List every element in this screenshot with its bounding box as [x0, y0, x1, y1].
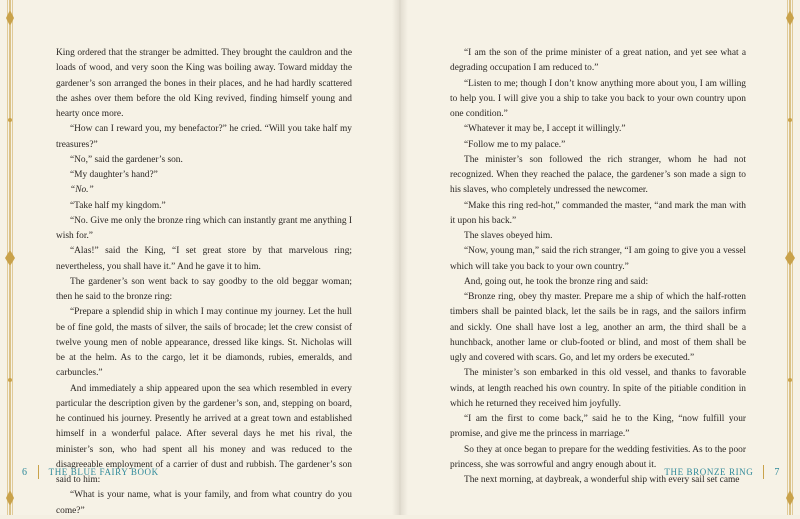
paragraph: And, going out, he took the bronze ring and said:: [464, 276, 649, 287]
left-page: [0, 0, 400, 515]
right-ornamental-border: [783, 0, 797, 515]
paragraph: The gardener’s son went back to say goodby to the old beggar woman; then he said to the bronze ring:: [56, 276, 352, 302]
paragraph: “No. Give me only the bronze ring which can instantly grant me anything I wish for.”: [56, 215, 352, 241]
paragraph: “How can I reward you, my benefactor?” he cried. “Will you take half my treasures?”: [56, 124, 352, 150]
paragraph: “No,” said the gardener’s son.: [70, 154, 183, 165]
paragraph: The next morning, at daybreak, a wonderful ship with every sail set came: [464, 475, 740, 485]
paragraph: “Whatever it may be, I accept it willingly.”: [464, 124, 626, 135]
paragraph: So they at once began to prepare for the wedding festivities. As to the poor princess, she was sorrowful and angry enough about it.: [450, 444, 746, 470]
left-ornamental-border: [3, 0, 17, 515]
page-number: 6: [22, 466, 28, 478]
running-title: THE BRONZE RING: [664, 467, 754, 477]
paragraph: The slaves obeyed him.: [464, 231, 553, 241]
footer-divider: [763, 465, 764, 479]
paragraph: “I am the first to come back,” said he to the King, “now fulfill your promise, and give me the princess in marriage.”: [450, 414, 746, 440]
page-number: 7: [774, 466, 780, 478]
paragraph: The minister’s son embarked in this old vessel, and thanks to favorable winds, at length reached his own country. In spite of the pitiable condition in which he returned they received him joyfully.: [450, 368, 746, 409]
right-page-text: [450, 46, 746, 488]
paragraph: “Bronze ring, obey thy master. Prepare me a ship of which the half-rotten timbers shall be painted black, let the sails be in rags, and the sailors infirm and sickly. One shall have lost a leg, another an arm, the third shall be a hunchback, another lame or club-footed or blind, and most of them shall be ugly and covered with scars. Go, and let my orders be executed.”: [450, 292, 746, 363]
paragraph: “Now, young man,” said the rich stranger, “I am going to give you a vessel which will take you back to your own country.”: [450, 246, 746, 272]
paragraph: The minister’s son followed the rich stranger, whom he had not recognized. When they reached the palace, the gardener’s son made a sign to his slaves, who completely undressed the newcomer.: [450, 154, 746, 196]
running-title: THE BLUE FAIRY BOOK: [48, 467, 159, 477]
paragraph: “Follow me to my palace.”: [464, 139, 566, 150]
book-gutter: [392, 0, 408, 515]
left-page-footer: [22, 462, 352, 482]
paragraph: “Make this ring red-hot,” commanded the master, “and mark the man with it upon his back.”: [450, 200, 746, 226]
paragraph: “Prepare a splendid ship in which I may continue my journey. Let the hull be of fine gold, the masts of silver, the sails of brocade; let the crew consist of twelve young men of noble appearance, dressed like kings. St. Nicholas will be at the helm. As to the cargo, let it be diamonds, rubies, emeralds, and carbuncles.”: [56, 307, 352, 379]
paragraph: “My daughter’s hand?”: [70, 170, 158, 180]
paragraph: “I am the son of the prime minister of a great nation, and yet see what a degrading occupation I am reduced to.”: [450, 48, 746, 74]
right-page-footer: [450, 462, 780, 482]
paragraph: “Listen to me; though I don’t know anything more about you, I am willing to help you. I will give you a ship to take you back to your own country upon one condition.”: [450, 78, 746, 119]
paragraph: “Alas!” said the King, “I set great store by that marvelous ring; nevertheless, you shall have it.” And he gave it to him.: [56, 246, 352, 272]
paragraph: “No.”: [70, 185, 94, 196]
footer-divider: [38, 465, 39, 479]
paragraph: King ordered that the stranger be admitted. They brought the cauldron and the loads of wood, and very soon the King was boiling away. Toward midday the gardener’s son arranged the bones in their places, and he had hardly scattered the ashes over them before the old King revived, finding himself young and hearty once more.: [56, 48, 352, 119]
paragraph: “Take half my kingdom.”: [70, 200, 166, 211]
paragraph: And immediately a ship appeared upon the sea which resembled in every particular the description given by the gardener’s son, and, stepping on board, he continued his journey. Presently he arrived at a great town and established himself in a wonderful palace. After several days he met his rival, the minister’s son, who had spent all his money and was reduced to the disagreeable employment of a carrier of dust and rubbish. The gardener’s son said to him:: [56, 383, 352, 485]
left-page-text: [56, 46, 352, 519]
paragraph: “What is your name, what is your family, and from what country do you come?”: [56, 490, 352, 516]
